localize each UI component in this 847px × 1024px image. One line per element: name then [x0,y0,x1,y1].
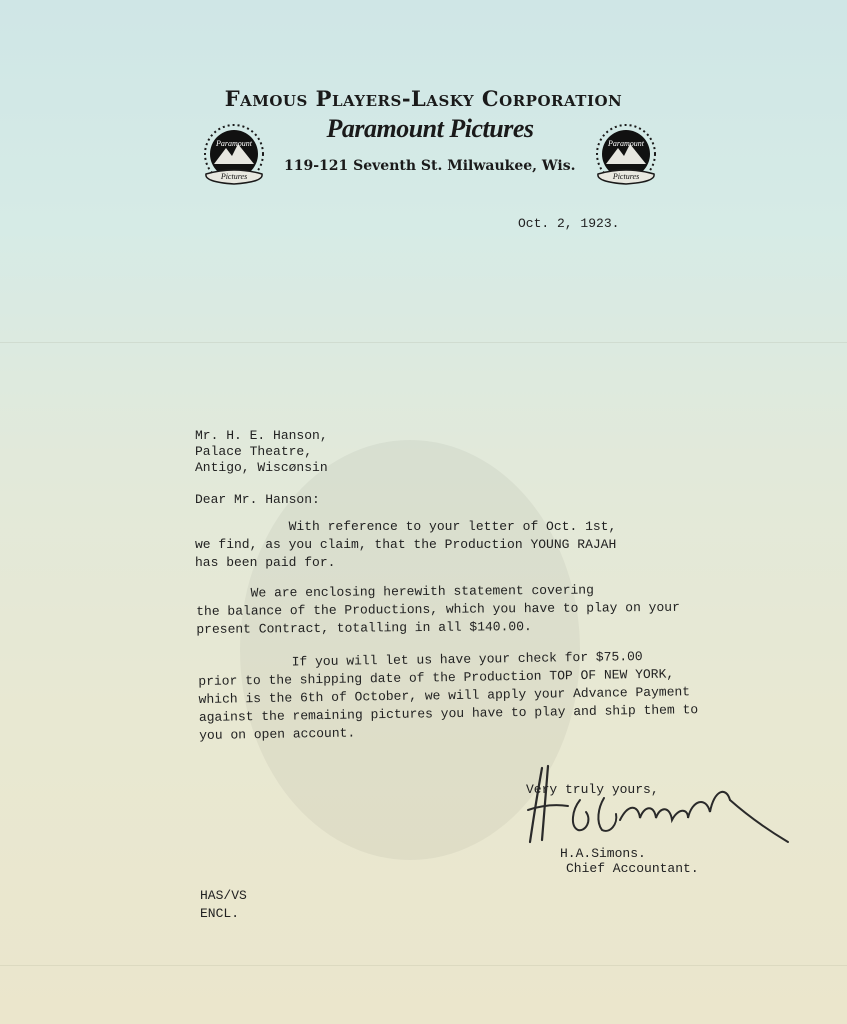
letter-date: Oct. 2, 1923. [518,216,620,231]
company-name: Famous Players-Lasky Corporation [224,86,623,111]
handwritten-signature [520,760,800,855]
signer-title: Chief Accountant. [566,861,699,876]
recipient-line: Antigo, Wiscønsin [195,460,328,475]
paragraph-line: If you will let us have your check for $75.00 [197,649,643,671]
company-address: 119-121 Seventh St. Milwaukee, Wis. [284,158,576,174]
brand-name: Paramount Pictures [326,114,534,143]
logo-text-top: Paramount [216,139,252,148]
salutation: Dear Mr. Hanson: [195,492,320,507]
paragraph-line: present Contract, totalling in all $140.00. [196,619,532,637]
closing: Very truly yours, [526,782,659,797]
paragraph-line: you on open account. [199,725,356,743]
logo-text-bottom: Pictures [220,172,248,181]
recipient-line: Palace Theatre, [195,444,313,459]
signer-name: H.A.Simons. [560,846,646,861]
paragraph-line: We are enclosing herewith statement covering [195,582,594,601]
recipient-line: Mr. H. E. Hanson, [195,428,328,443]
reference-line: ENCL. [200,906,240,921]
paramount-logo-left-icon [200,124,268,188]
paragraph-line: With reference to your letter of Oct. 1st, [195,519,617,534]
paragraph-line: has been paid for. [195,555,336,570]
paper-fold-line [0,342,847,343]
logo-text-top: Paramount [608,139,644,148]
paragraph-line: the balance of the Productions, which you have to play on your [196,599,680,619]
paramount-logo-right-icon [592,124,660,188]
paragraph-line: we find, as you claim, that the Production YOUNG RAJAH [195,537,617,552]
paragraph-line: which is the 6th of October, we will apply your Advance Payment [198,684,691,707]
paragraph-line: prior to the shipping date of the Production TOP OF NEW YORK, [198,666,675,689]
paper-fold-line [0,965,847,966]
reference-line: HAS/VS [200,888,247,903]
paragraph-line: against the remaining pictures you have to play and ship them to [198,702,699,725]
logo-text-bottom: Pictures [612,172,640,181]
